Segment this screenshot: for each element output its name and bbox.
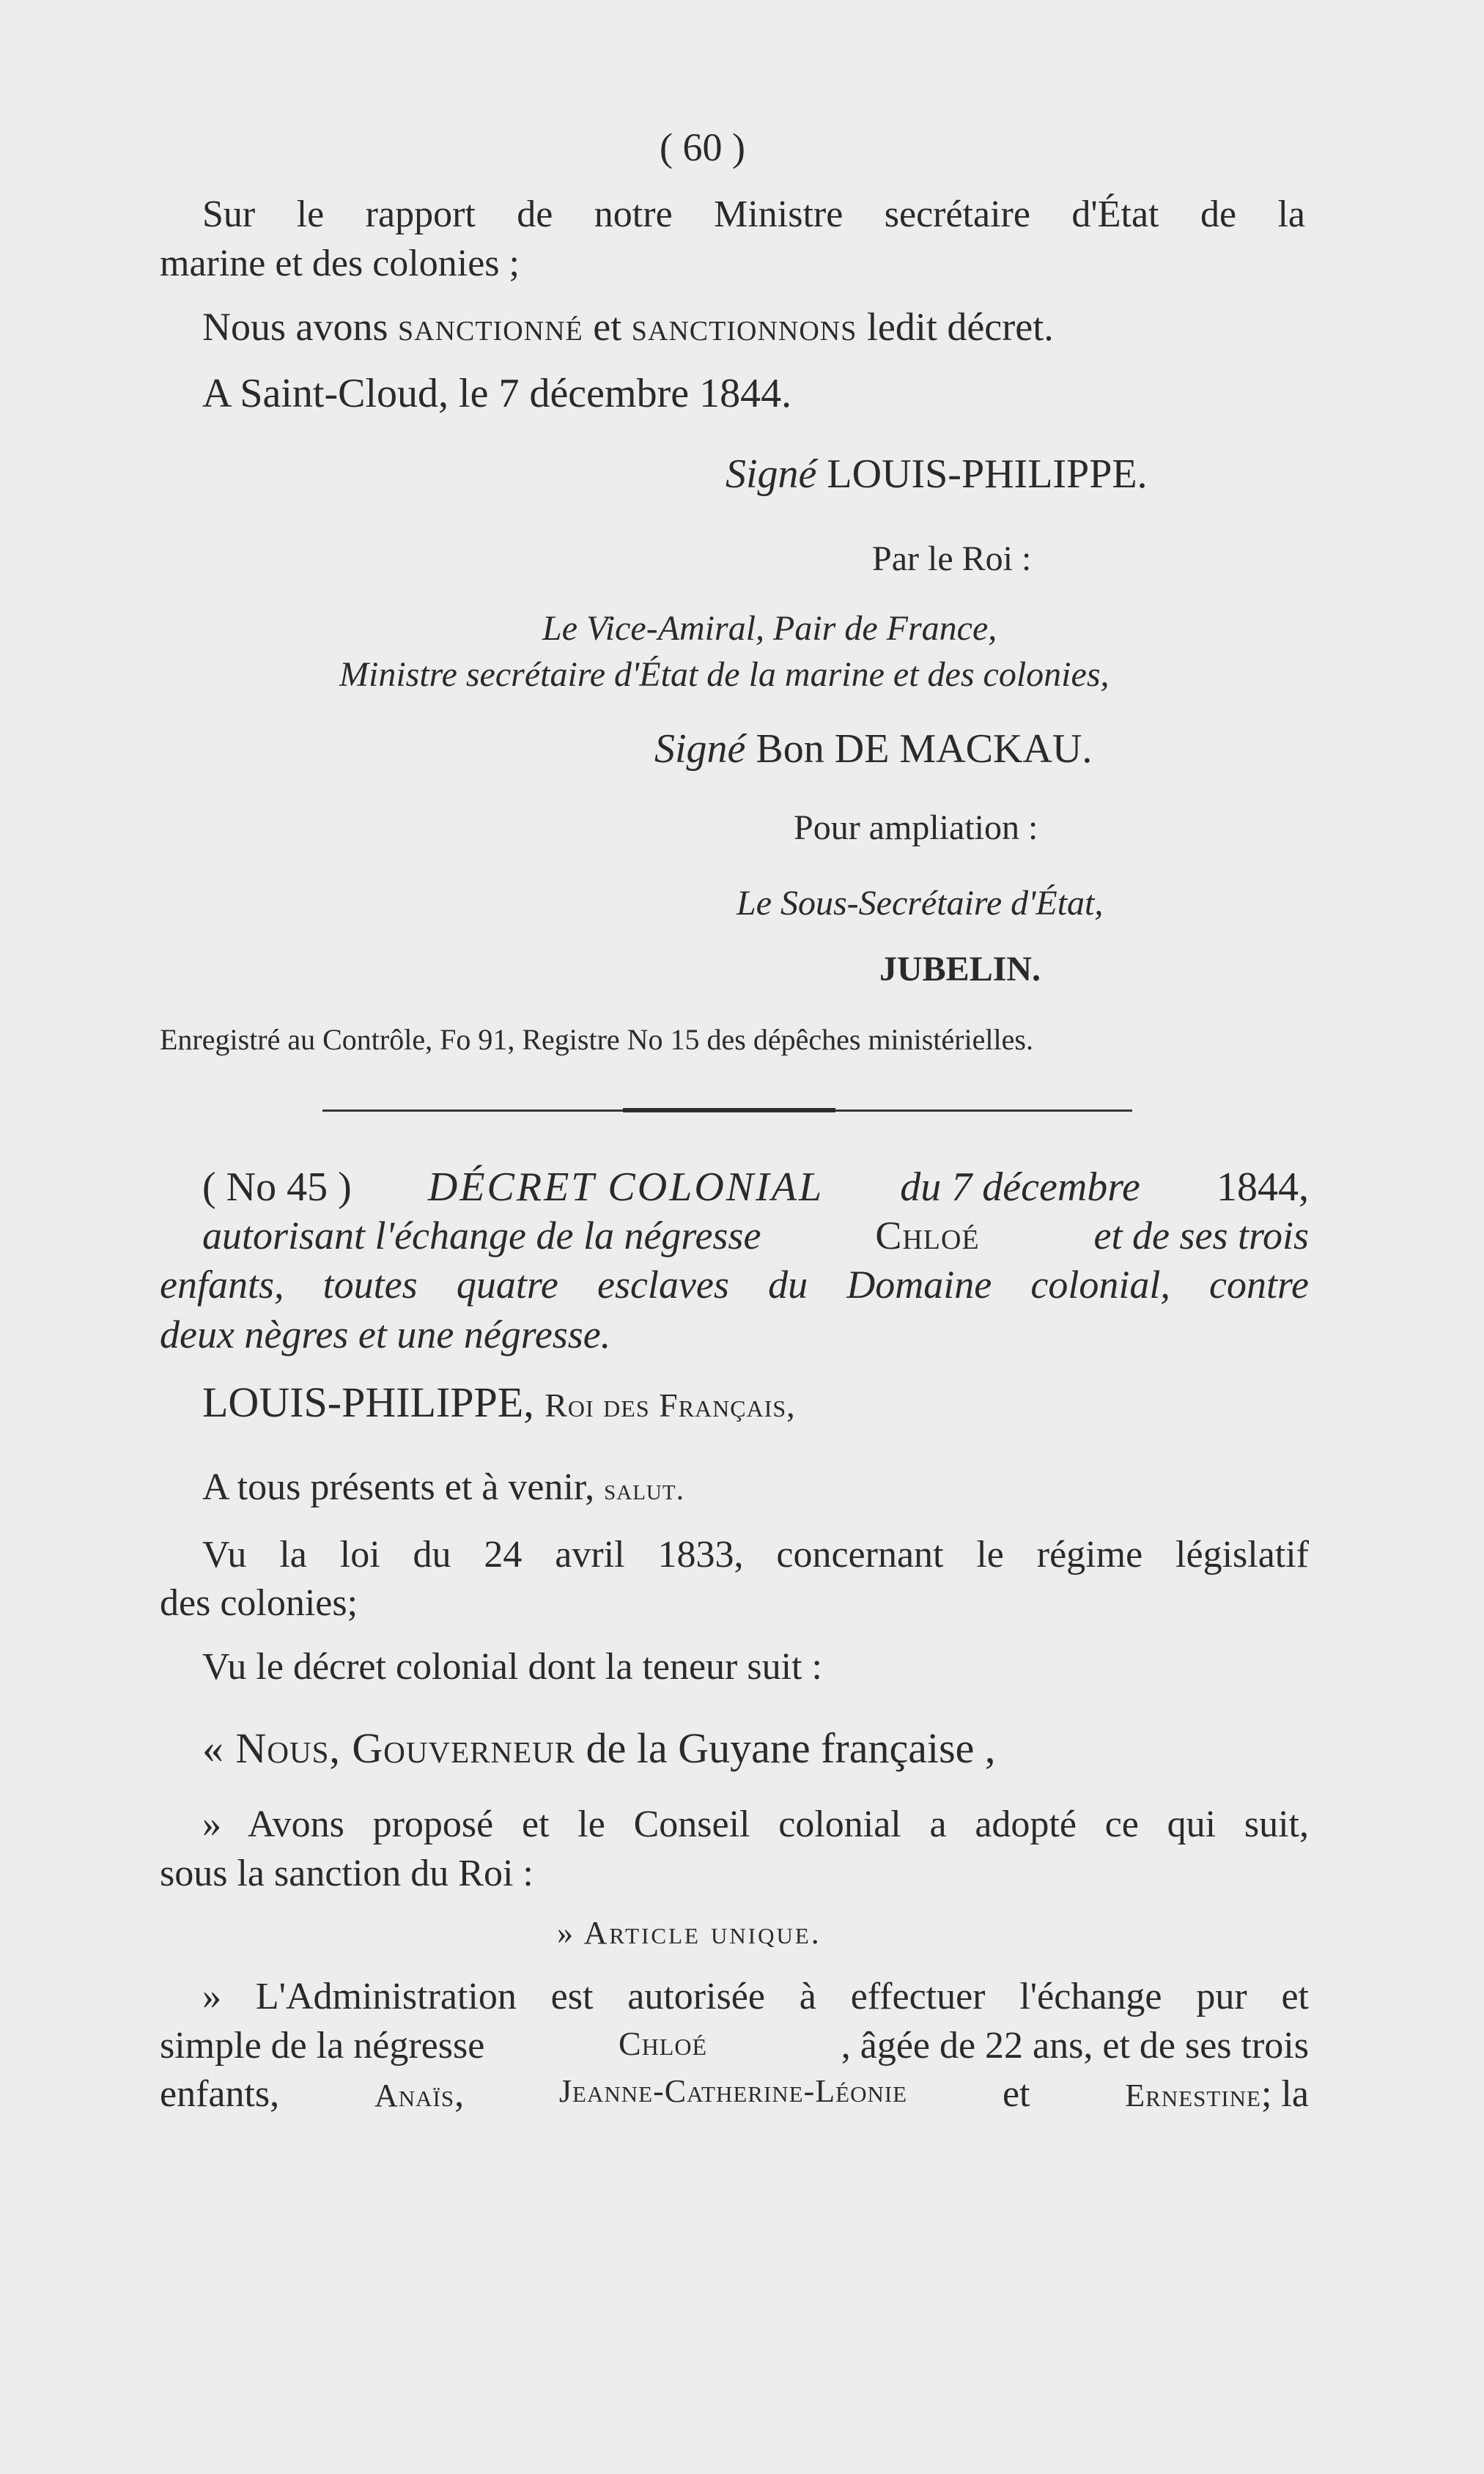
- decree-heading-line1: [202, 1164, 1309, 1211]
- enregistrement: Enregistré au Contrôle, Fo 91, Registre No 15 des dépêches ministérielles.: [160, 1023, 1033, 1056]
- smallcaps-word: sanctionnons: [631, 305, 857, 349]
- admin-line2: [160, 2024, 1309, 2067]
- decree-heading-line2: [202, 1213, 1309, 1258]
- signatory-name: Bon DE MACKAU.: [756, 726, 1093, 772]
- text: et: [593, 305, 622, 349]
- king-title: Roi des Français,: [544, 1386, 796, 1424]
- avons-line1: » Avons proposé et le Conseil colonial a adopté ce qui suit,: [202, 1803, 1309, 1845]
- vu-loi-line1: Vu la loi du 24 avril 1833, concernant le régime législatif: [202, 1534, 1309, 1576]
- text: ledit décret.: [866, 305, 1054, 349]
- signe-label: Signé: [654, 726, 746, 772]
- smallcaps-name: Chloé: [619, 2025, 708, 2062]
- signatory-name: LOUIS-PHILIPPE.: [827, 451, 1148, 497]
- signe-label: Signé: [726, 451, 817, 497]
- text: , âgée de 22 ans, et de ses trois: [841, 2025, 1309, 2067]
- name-group: [1125, 2072, 1309, 2116]
- vu-decret: Vu le décret colonial dont la teneur suit :: [202, 1646, 822, 1688]
- decree-heading-line3: enfants, toutes quatre esclaves du Domaine colonial, contre: [160, 1263, 1309, 1307]
- section-divider-center: [623, 1108, 835, 1112]
- signature-mackau: [654, 725, 1092, 772]
- signature-king: [726, 451, 1148, 498]
- ministre-title: Ministre secrétaire d'État de la marine et des colonies,: [339, 655, 1110, 694]
- text: de la Guyane française ,: [586, 1724, 996, 1772]
- text: et de ses trois: [1093, 1214, 1309, 1258]
- decree-number: ( No 45 ): [202, 1164, 352, 1210]
- decree-date: du 7 décembre: [900, 1164, 1140, 1210]
- decree-title: DÉCRET COLONIAL: [427, 1164, 824, 1210]
- text: ,: [454, 2073, 465, 2115]
- text: autorisant l'échange de la négresse: [202, 1214, 761, 1258]
- jubelin: JUBELIN.: [879, 950, 1041, 989]
- smallcaps-name: Chloé: [875, 1214, 980, 1258]
- page-number: ( 60 ): [660, 125, 745, 169]
- smallcaps-name: Ernestine: [1125, 2078, 1261, 2113]
- smallcaps-word: salut.: [604, 1473, 685, 1507]
- name-group: [374, 2072, 464, 2116]
- decree-heading-line4: deux nègres et une négresse.: [160, 1312, 611, 1356]
- smallcaps-name: Jeanne-Catherine-Léonie: [558, 2073, 908, 2109]
- text: simple de la négresse: [160, 2025, 485, 2067]
- par-le-roi: Par le Roi :: [872, 539, 1032, 578]
- text: ; la: [1260, 2073, 1309, 2115]
- place-date: A Saint-Cloud, le 7 décembre 1844.: [202, 371, 792, 416]
- avons-line2: sous la sanction du Roi :: [160, 1853, 534, 1894]
- paragraph-rapport-line1: Sur le rapport de notre Ministre secrétaire d'État de la: [202, 193, 1305, 235]
- smallcaps-name: Anaïs: [374, 2078, 455, 2113]
- salut-line: [202, 1466, 684, 1509]
- smallcaps-phrase: « Nous, Gouverneur: [202, 1724, 576, 1772]
- text: A tous présents et à venir,: [202, 1466, 595, 1508]
- vice-amiral: Le Vice-Amiral, Pair de France,: [542, 609, 997, 648]
- text: Nous avons: [202, 305, 388, 349]
- king-name: LOUIS-PHILIPPE,: [202, 1378, 534, 1426]
- smallcaps-word: sanctionné: [398, 305, 583, 349]
- paragraph-rapport-line2: marine et des colonies ;: [160, 243, 520, 284]
- ampliation: Pour ampliation :: [794, 808, 1038, 847]
- nous-gouverneur: [202, 1724, 995, 1773]
- text: et: [1002, 2073, 1030, 2115]
- admin-line1: » L'Administration est autorisée à effectuer l'échange pur et: [202, 1976, 1309, 2017]
- vu-loi-line2: des colonies;: [160, 1582, 358, 1624]
- admin-line3: [160, 2072, 1309, 2116]
- king-intitule: [202, 1378, 796, 1427]
- article-unique: » Article unique.: [557, 1915, 822, 1951]
- paragraph-sanction: [202, 304, 1054, 350]
- decree-year: 1844,: [1216, 1164, 1309, 1210]
- text: enfants,: [160, 2073, 280, 2115]
- sous-secretaire: Le Sous-Secrétaire d'État,: [737, 884, 1104, 923]
